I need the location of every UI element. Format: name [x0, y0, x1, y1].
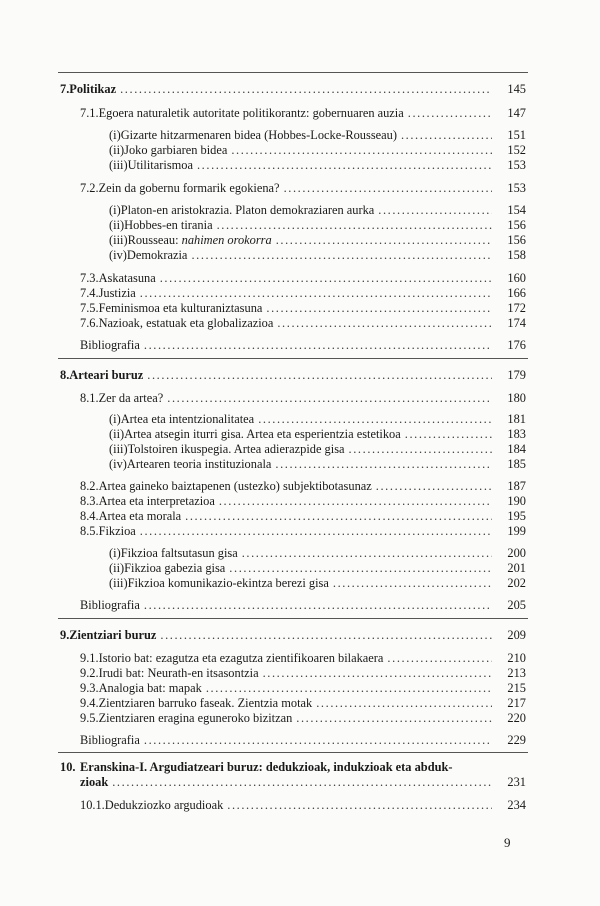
leader-dots: [185, 509, 492, 524]
subsection-number: (ii): [109, 561, 125, 575]
subsection-title: Artea eta intentzionalitatea: [120, 412, 255, 426]
page-ref: 145: [507, 82, 526, 96]
section-number: 9.1.: [80, 651, 99, 665]
leader-dots: [112, 775, 492, 790]
section-title: Zer da artea?: [98, 391, 164, 405]
leader-dots: [316, 696, 492, 711]
subsection-number: (iii): [109, 233, 128, 247]
toc-subsection[interactable]: [109, 218, 526, 233]
toc-section[interactable]: [80, 798, 526, 813]
page-ref: 220: [507, 711, 526, 725]
leader-dots: [275, 457, 492, 472]
page-ref: 184: [507, 442, 526, 456]
subsection-number: (ii): [109, 218, 125, 232]
subsection-title-plain: Rousseau:: [127, 233, 182, 247]
section-title: Justizia: [98, 286, 136, 300]
toc-section[interactable]: [80, 479, 526, 494]
chapter-number: 10.: [60, 760, 76, 774]
divider: [58, 72, 528, 73]
section-number: 7.6.: [80, 316, 99, 330]
page-ref: 185: [507, 457, 526, 471]
page-ref: 231: [507, 775, 526, 789]
section-title: Istorio bat: ezagutza eta ezagutza zientifikoaren bilakaera: [98, 651, 384, 665]
page-ref: 152: [507, 143, 526, 157]
toc-bibliography[interactable]: [80, 598, 526, 613]
chapter-title: Politikaz: [69, 82, 117, 96]
section-number: 8.3.: [80, 494, 99, 508]
page-ref: 190: [507, 494, 526, 508]
leader-dots: [217, 218, 492, 233]
toc-subsection[interactable]: [109, 457, 526, 472]
subsection-title: Utilitarismoa: [127, 158, 193, 172]
page-ref: 156: [507, 233, 526, 247]
subsection-number: (i): [109, 203, 121, 217]
leader-dots: [140, 524, 492, 539]
page-ref: 151: [507, 128, 526, 142]
chapter-number: 9.: [60, 628, 70, 642]
chapter-title: Arteari buruz: [69, 368, 144, 382]
toc-section[interactable]: [80, 681, 526, 696]
leader-dots: [333, 576, 492, 591]
leader-dots: [401, 128, 492, 143]
subsection-title: Gizarte hitzarmenaren bidea (Hobbes-Locke-Rousseau): [120, 128, 397, 142]
page-ref: 215: [507, 681, 526, 695]
leader-dots: [276, 233, 492, 248]
subsection-title: Fikzioa gabezia gisa: [124, 561, 226, 575]
subsection-number: (iii): [109, 576, 128, 590]
toc-chapter-7[interactable]: [60, 82, 526, 97]
page-ref: 195: [507, 509, 526, 523]
section-number: 8.1.: [80, 391, 99, 405]
leader-dots: [191, 248, 492, 263]
section-title: Artea eta morala: [98, 509, 182, 523]
toc-subsection[interactable]: [109, 233, 526, 248]
leader-dots: [197, 158, 492, 173]
leader-dots: [378, 203, 492, 218]
leader-dots: [405, 427, 492, 442]
toc-bibliography[interactable]: [80, 338, 526, 353]
subsection-number: (iii): [109, 158, 128, 172]
page-ref: 166: [507, 286, 526, 300]
leader-dots: [167, 391, 492, 406]
leader-dots: [349, 442, 492, 457]
page-ref: 154: [507, 203, 526, 217]
leader-dots: [120, 82, 492, 97]
divider: [58, 358, 528, 359]
page-ref: 201: [507, 561, 526, 575]
leader-dots: [408, 106, 492, 121]
toc-section[interactable]: [80, 106, 526, 121]
subsection-title: Tolstoiren ikuspegia. Artea adierazpide gisa: [127, 442, 345, 456]
toc-section[interactable]: [80, 271, 526, 286]
section-number: 9.4.: [80, 696, 99, 710]
leader-dots: [231, 143, 492, 158]
subsection-number: (iii): [109, 442, 128, 456]
subsection-title: Fikzioa komunikazio-ekintza berezi gisa: [127, 576, 329, 590]
toc-section[interactable]: [80, 391, 526, 406]
bibliography-title: Bibliografia: [80, 338, 140, 352]
toc-chapter-8[interactable]: [60, 368, 526, 383]
section-title: Egoera naturaletik autoritate politikorantz: gobernuaren auzia: [98, 106, 404, 120]
section-number: 7.3.: [80, 271, 99, 285]
page-ref: 172: [507, 301, 526, 315]
page-ref: 205: [507, 598, 526, 612]
toc-chapter-10-title[interactable]: [60, 760, 500, 775]
page-ref: 160: [507, 271, 526, 285]
subsection-title-italic: nahimen orokorra: [181, 233, 272, 247]
page-ref: 180: [507, 391, 526, 405]
toc-subsection[interactable]: [109, 561, 526, 576]
section-title: Fikzioa: [98, 524, 136, 538]
toc-subsection[interactable]: [109, 143, 526, 158]
section-title: Zientziaren barruko faseak. Zientzia motak: [98, 696, 313, 710]
leader-dots: [263, 666, 492, 681]
page-ref: 158: [507, 248, 526, 262]
chapter-number: 8.: [60, 368, 70, 382]
toc-subsection[interactable]: [109, 203, 526, 218]
toc-section[interactable]: [80, 524, 526, 539]
leader-dots: [266, 301, 492, 316]
section-number: 7.2.: [80, 181, 99, 195]
section-number: 9.5.: [80, 711, 99, 725]
section-number: 9.3.: [80, 681, 99, 695]
subsection-number: (i): [109, 412, 121, 426]
subsection-number: (ii): [109, 143, 125, 157]
page-ref: 156: [507, 218, 526, 232]
section-number: 7.4.: [80, 286, 99, 300]
section-title: Dedukziozko argudioak: [104, 798, 224, 812]
section-title: Artea eta interpretazioa: [98, 494, 215, 508]
toc-section[interactable]: [80, 696, 526, 711]
leader-dots: [387, 651, 492, 666]
toc-subsection[interactable]: [109, 248, 526, 263]
toc-subsection[interactable]: [109, 546, 526, 561]
section-title: Irudi bat: Neurath-en itsasontzia: [98, 666, 259, 680]
section-number: 8.4.: [80, 509, 99, 523]
leader-dots: [242, 546, 492, 561]
section-title: Zein da gobernu formarik egokiena?: [98, 181, 280, 195]
chapter-title: Zientziari buruz: [69, 628, 157, 642]
toc-chapter-9[interactable]: [60, 628, 526, 643]
leader-dots: [144, 598, 492, 613]
leader-dots: [376, 479, 492, 494]
page-ref: 199: [507, 524, 526, 538]
toc-section[interactable]: [80, 494, 526, 509]
section-number: 8.5.: [80, 524, 99, 538]
leader-dots: [144, 338, 492, 353]
leader-dots: [160, 271, 492, 286]
page-ref: 174: [507, 316, 526, 330]
subsection-title: [128, 233, 272, 248]
section-number: 7.1.: [80, 106, 99, 120]
page-ref: 209: [507, 628, 526, 642]
bibliography-title: Bibliografia: [80, 598, 140, 612]
leader-dots: [147, 368, 492, 383]
subsection-title: Hobbes-en tirania: [124, 218, 213, 232]
toc-chapter-10[interactable]: [80, 775, 526, 790]
page-ref: 202: [507, 576, 526, 590]
leader-dots: [160, 628, 492, 643]
section-title: Nazioak, estatuak eta globalizazioa: [98, 316, 274, 330]
subsection-title: Platon-en aristokrazia. Platon demokraziaren aurka: [120, 203, 375, 217]
leader-dots: [140, 286, 492, 301]
page-ref: 187: [507, 479, 526, 493]
subsection-title: Joko garbiaren bidea: [124, 143, 228, 157]
page-ref: 213: [507, 666, 526, 680]
toc-section[interactable]: [80, 316, 526, 331]
toc-section[interactable]: [80, 286, 526, 301]
bibliography-title: Bibliografia: [80, 733, 140, 747]
toc-subsection[interactable]: [109, 427, 526, 442]
leader-dots: [296, 711, 492, 726]
divider: [58, 618, 528, 619]
toc-section[interactable]: [80, 301, 526, 316]
leader-dots: [258, 412, 492, 427]
section-number: 7.5.: [80, 301, 99, 315]
page-ref: 183: [507, 427, 526, 441]
leader-dots: [206, 681, 492, 696]
toc-section[interactable]: [80, 711, 526, 726]
subsection-number: (iv): [109, 248, 127, 262]
page-ref: 181: [507, 412, 526, 426]
section-number: 8.2.: [80, 479, 99, 493]
leader-dots: [219, 494, 492, 509]
toc-subsection[interactable]: [109, 412, 526, 427]
section-title: Artea gaineko baiztapenen (ustezko) subjektibotasunaz: [98, 479, 372, 493]
page-ref: 229: [507, 733, 526, 747]
leader-dots: [144, 733, 492, 748]
section-title: Analogia bat: mapak: [98, 681, 202, 695]
toc-section[interactable]: [80, 509, 526, 524]
page-ref: 210: [507, 651, 526, 665]
subsection-title: Fikzioa faltsutasun gisa: [120, 546, 238, 560]
page-ref: 176: [507, 338, 526, 352]
subsection-number: (i): [109, 546, 121, 560]
subsection-number: (i): [109, 128, 121, 142]
toc-subsection[interactable]: [109, 128, 526, 143]
toc-bibliography[interactable]: [80, 733, 526, 748]
page-ref: 179: [507, 368, 526, 382]
section-title: Zientziaren eragina eguneroko bizitzan: [98, 711, 293, 725]
leader-dots: [229, 561, 492, 576]
page-ref: 200: [507, 546, 526, 560]
leader-dots: [227, 798, 492, 813]
toc-subsection[interactable]: [109, 576, 526, 591]
page-number: 9: [504, 835, 511, 850]
toc-section[interactable]: [80, 666, 526, 681]
page-ref: 153: [507, 181, 526, 195]
subsection-title: Artea atsegin iturri gisa. Artea eta esperientzia estetikoa: [124, 427, 401, 441]
page-ref: 153: [507, 158, 526, 172]
leader-dots: [277, 316, 492, 331]
toc-subsection[interactable]: [109, 158, 526, 173]
subsection-title: Demokrazia: [126, 248, 188, 262]
subsection-title: Artearen teoria instituzionala: [126, 457, 272, 471]
toc-section[interactable]: [80, 651, 526, 666]
chapter-number: 7.: [60, 82, 70, 96]
section-title: Askatasuna: [98, 271, 156, 285]
chapter-title-line2: zioak: [80, 775, 109, 789]
toc-section[interactable]: [80, 181, 526, 196]
page-ref: 217: [507, 696, 526, 710]
toc-subsection[interactable]: [109, 442, 526, 457]
page-ref: 234: [507, 798, 526, 812]
section-number: 10.1.: [80, 798, 105, 812]
section-title: Feminismoa eta kulturaniztasuna: [98, 301, 263, 315]
page-ref: 147: [507, 106, 526, 120]
chapter-title-line1: Eranskina-I. Argudiatzeari buruz: dedukzioak, indukzioak eta abduk-: [80, 760, 453, 774]
divider: [58, 752, 528, 753]
subsection-number: (ii): [109, 427, 125, 441]
leader-dots: [284, 181, 492, 196]
section-number: 9.2.: [80, 666, 99, 680]
subsection-number: (iv): [109, 457, 127, 471]
